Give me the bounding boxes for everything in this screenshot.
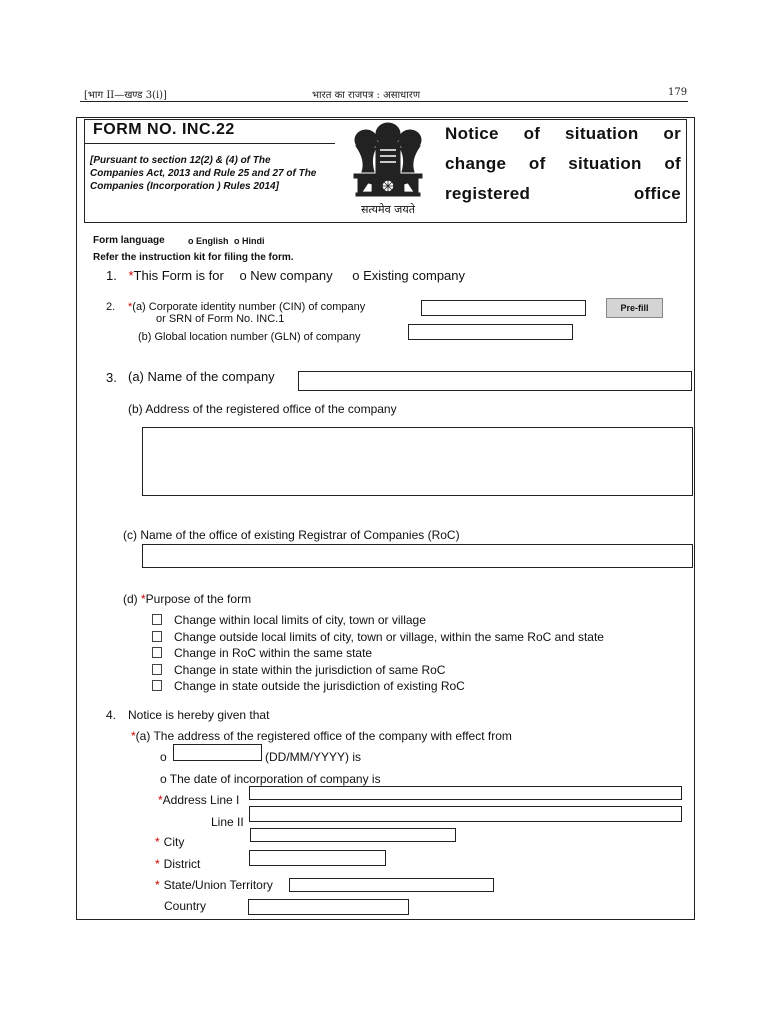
emblem-icon xyxy=(336,120,440,218)
form-number-divider xyxy=(84,143,335,144)
q3c-label: (c) Name of the office of existing Registrar of Companies (RoC) xyxy=(123,528,460,542)
q4a-label xyxy=(131,729,512,743)
header-rule xyxy=(80,101,688,102)
purpose-option-label: Change within local limits of city, town or village xyxy=(174,613,426,627)
checkbox-icon[interactable] xyxy=(152,664,162,675)
q3b-label: (b) Address of the registered office of the company xyxy=(128,402,397,416)
purpose-option[interactable] xyxy=(152,645,604,662)
purpose-option-label: Change outside local limits of city, town or village, within the same RoC and state xyxy=(174,629,604,644)
address-line-2-input[interactable] xyxy=(249,806,682,822)
q3d-label xyxy=(123,592,251,606)
instruction-text: Refer the instruction kit for filing the form. xyxy=(93,252,294,263)
city-label xyxy=(155,835,184,849)
q3a-label: (a) Name of the company xyxy=(128,369,275,384)
page-header-section: [भाग II—खण्ड 3(i)] xyxy=(84,90,167,101)
purpose-option[interactable] xyxy=(152,629,604,646)
q3d-prefix: (d) xyxy=(123,592,141,606)
incorporation-date-radio[interactable]: o The date of incorporation of company is xyxy=(160,772,381,786)
q4a-text: (a) The address of the registered office of the company with effect from xyxy=(135,729,512,743)
district-text: District xyxy=(163,857,201,871)
purpose-option-label: Change in state outside the jurisdiction of existing RoC xyxy=(174,679,465,694)
q3-number: 3. xyxy=(106,370,117,385)
city-required: * xyxy=(155,835,160,849)
form-language-hindi-radio[interactable]: o Hindi xyxy=(234,236,265,246)
state-required: * xyxy=(155,878,160,892)
district-label xyxy=(155,857,200,871)
address-line-2-label: Line II xyxy=(211,815,244,829)
emblem-motto: सत्यमेव जयते xyxy=(360,203,416,216)
purpose-option[interactable] xyxy=(152,678,604,695)
q1-required: * xyxy=(128,268,134,283)
city-input[interactable] xyxy=(250,828,456,842)
purpose-option-label: Change in RoC within the same state xyxy=(174,646,373,661)
cin-input[interactable] xyxy=(421,300,586,316)
notice-title-line-3: registered office xyxy=(445,184,681,203)
notice-title-line-2: change of situation of xyxy=(445,154,681,173)
new-company-radio[interactable]: o New company xyxy=(239,268,333,283)
country-label: Country xyxy=(164,899,207,913)
district-input[interactable] xyxy=(249,850,386,866)
form-language-label: Form language xyxy=(93,235,165,246)
q2a-text: (a) Corporate identity number (CIN) of company xyxy=(132,301,366,313)
q2-number: 2. xyxy=(106,301,116,313)
page-number: 179 xyxy=(668,87,688,98)
gln-input[interactable] xyxy=(408,324,573,340)
state-text: State/Union Territory xyxy=(163,878,273,892)
q1-label: This Form is for xyxy=(133,268,224,283)
form-language-english-radio[interactable]: o English xyxy=(188,236,229,246)
address-line-1-text: Address Line I xyxy=(162,793,240,807)
page-header-gazette: भारत का राजपत्र : असाधारण xyxy=(312,90,421,101)
country-input[interactable] xyxy=(248,899,409,915)
effective-date-radio[interactable]: o xyxy=(160,750,167,764)
pursuant-text: [Pursuant to section 12(2) & (4) of The Companies Act, 2013 and Rule 25 and 27 of The Companies (Incorporation ) Rules 2014] xyxy=(90,155,317,192)
national-emblem xyxy=(336,120,440,218)
address-line-1-label xyxy=(158,793,239,807)
q4-intro: Notice is hereby given that xyxy=(128,708,270,722)
purpose-checkbox-list xyxy=(152,612,604,695)
q2a-required: * xyxy=(128,301,133,313)
notice-title xyxy=(445,119,681,209)
state-input[interactable] xyxy=(289,878,494,892)
city-text: City xyxy=(163,835,185,849)
q2b-label: (b) Global location number (GLN) of company xyxy=(138,331,361,343)
address-line-1-required: * xyxy=(158,793,163,807)
prefill-button[interactable]: Pre-fill xyxy=(606,298,663,318)
district-required: * xyxy=(155,857,160,871)
form-number: FORM NO. INC.22 xyxy=(93,121,235,138)
q1-row xyxy=(106,268,465,283)
q4-number: 4. xyxy=(106,708,117,722)
registered-office-address-input[interactable] xyxy=(142,427,693,496)
checkbox-icon[interactable] xyxy=(152,680,162,691)
existing-company-radio[interactable]: o Existing company xyxy=(352,268,466,283)
q2a-label-line-2: or SRN of Form No. INC.1 xyxy=(156,313,285,325)
notice-title-line-1: Notice of situation or xyxy=(445,124,681,143)
checkbox-icon[interactable] xyxy=(152,614,162,625)
date-format-hint: (DD/MM/YYYY) is xyxy=(265,750,361,764)
purpose-option[interactable] xyxy=(152,662,604,679)
purpose-option-label: Change in state within the jurisdiction of same RoC xyxy=(174,662,446,677)
company-name-input[interactable] xyxy=(298,371,692,391)
q3d-required: * xyxy=(141,592,146,606)
checkbox-icon[interactable] xyxy=(152,631,162,642)
checkbox-icon[interactable] xyxy=(152,647,162,658)
state-label xyxy=(155,878,273,892)
q2a-label xyxy=(128,301,365,313)
purpose-option[interactable] xyxy=(152,612,604,629)
address-line-1-input[interactable] xyxy=(249,786,682,800)
q3d-text: Purpose of the form xyxy=(145,592,252,606)
effective-date-input[interactable] xyxy=(173,744,262,761)
q1-number: 1. xyxy=(106,268,117,283)
q4a-required: * xyxy=(131,729,136,743)
roc-office-input[interactable] xyxy=(142,544,693,568)
